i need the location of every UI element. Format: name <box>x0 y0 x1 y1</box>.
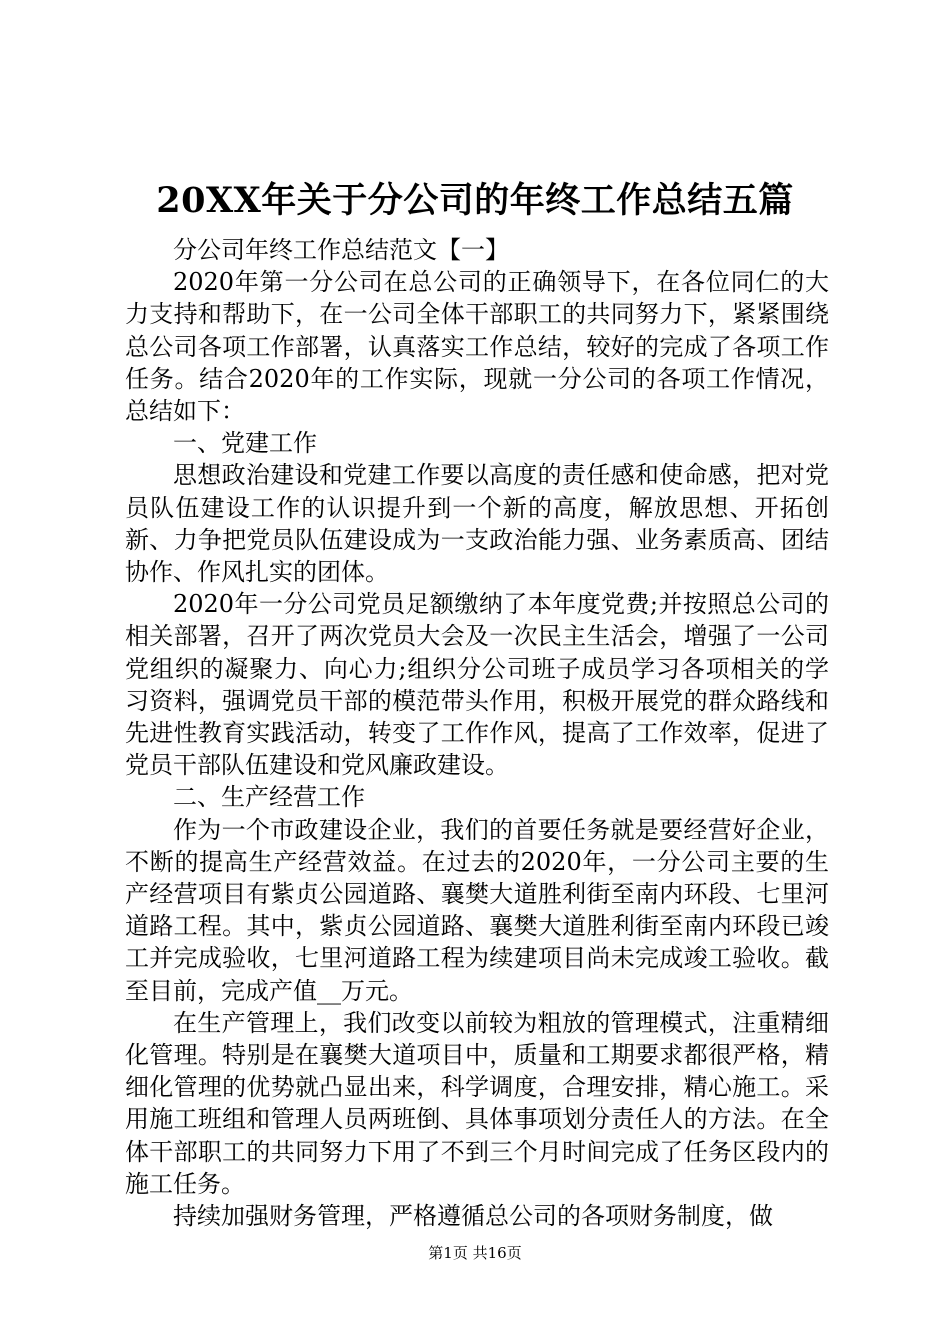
body-paragraph: 思想政治建设和党建工作要以高度的责任感和使命感，把对党员队伍建设工作的认识提升到一个新的高度，解放思想、开拓创新、力争把党员队伍建设成为一支政治能力强、业务素质高、团结协作、作风扎实的团体。 <box>125 461 829 587</box>
body-paragraph: 2020年一分公司党员足额缴纳了本年度党费;并按照总公司的相关部署，召开了两次党员大会及一次民主生活会，增强了一公司党组织的凝聚力、向心力;组织分公司班子成员学习各项相关的学习资料，强调党员干部的模范带头作用，积极开展党的群众路线和先进性教育实践活动，转变了工作作风，提高了工作效率，促进了党员干部队伍建设和党风廉政建设。 <box>125 590 829 780</box>
section-heading: 一、党建工作 <box>173 429 317 458</box>
page-footer <box>0 1243 950 1263</box>
body-paragraph: 持续加强财务管理，严格遵循总公司的各项财务制度，做 <box>173 1202 773 1231</box>
page-number: 第1页 共16页 <box>428 1244 522 1262</box>
section-heading: 二、生产经营工作 <box>173 783 365 812</box>
document-title: 20XX年关于分公司的年终工作总结五篇 <box>156 180 794 221</box>
body-paragraph: 作为一个市政建设企业，我们的首要任务就是要经营好企业，不断的提高生产经营效益。在过去的2020年，一分公司主要的生产经营项目有紫贞公园道路、襄樊大道胜利街至南内环段、七里河道路工程。其中，紫贞公园道路、襄樊大道胜利街至南内环段已竣工并完成验收，七里河道路工程为续建项目尚未完成竣工验收。截至目前，完成产值__万元。 <box>125 815 829 1005</box>
body-paragraph: 在生产管理上，我们改变以前较为粗放的管理模式，注重精细化管理。特别是在襄樊大道项目中，质量和工期要求都很严格，精细化管理的优势就凸显出来，科学调度，合理安排，精心施工。采用施工班组和管理人员两班倒、具体事项划分责任人的方法。在全体干部职工的共同努力下用了不到三个月时间完成了任务区段内的施工任务。 <box>125 1008 829 1198</box>
body-paragraph: 2020年第一分公司在总公司的正确领导下，在各位同仁的大力支持和帮助下，在一公司全体干部职工的共同努力下，紧紧围绕总公司各项工作部署，认真落实工作总结，较好的完成了各项工作任务。结合2020年的工作实际，现就一分公司的各项工作情况，总结如下： <box>125 268 829 426</box>
document-body <box>125 234 829 1232</box>
section-heading: 分公司年终工作总结范文【一】 <box>173 236 509 264</box>
